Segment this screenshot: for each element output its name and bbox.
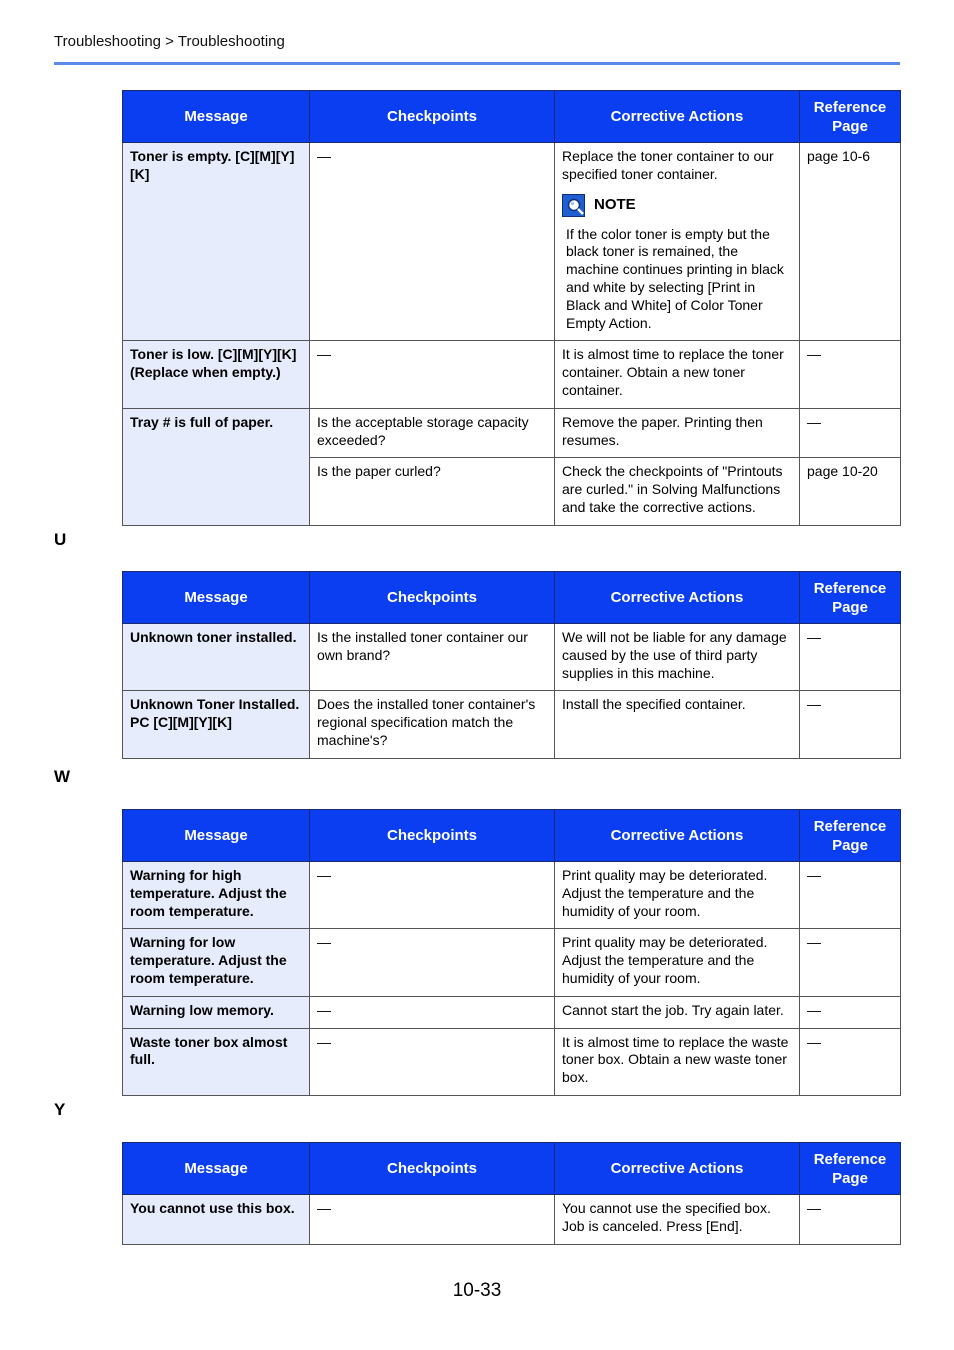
reference-cell: — bbox=[800, 929, 901, 996]
col-reference-page: Reference Page bbox=[800, 1143, 901, 1195]
message-cell: You cannot use this box. bbox=[123, 1195, 310, 1245]
section-letter-w: W bbox=[54, 767, 71, 786]
header-rule bbox=[54, 62, 900, 65]
reference-cell: page 10-20 bbox=[800, 458, 901, 525]
note-magnifier-icon bbox=[562, 194, 585, 217]
reference-cell: — bbox=[800, 624, 901, 691]
section-letter-u: U bbox=[54, 530, 67, 549]
col-checkpoints: Checkpoints bbox=[310, 91, 555, 143]
col-corrective-actions: Corrective Actions bbox=[555, 810, 800, 862]
action-text: Replace the toner container to our specified toner container. bbox=[562, 148, 774, 182]
table-row bbox=[123, 408, 901, 458]
checkpoint-cell: Does the installed toner container's regional specification match the machine's? bbox=[310, 691, 555, 758]
checkpoint-cell: — bbox=[310, 1195, 555, 1245]
action-cell: Remove the paper. Printing then resumes. bbox=[555, 408, 800, 458]
checkpoint-cell: — bbox=[310, 341, 555, 408]
table-row bbox=[123, 341, 901, 408]
col-message: Message bbox=[123, 810, 310, 862]
table-row bbox=[123, 143, 901, 341]
action-cell: Print quality may be deteriorated. Adjust the temperature and the humidity of your room. bbox=[555, 929, 800, 996]
note-heading bbox=[562, 194, 792, 217]
col-message: Message bbox=[123, 572, 310, 624]
message-cell: Warning for high temperature. Adjust the room temperature. bbox=[123, 862, 310, 929]
table-header-row bbox=[123, 810, 901, 862]
checkpoint-cell: Is the acceptable storage capacity exceeded? bbox=[310, 408, 555, 458]
message-cell: Tray # is full of paper. bbox=[123, 408, 310, 525]
action-cell bbox=[555, 143, 800, 341]
reference-cell: page 10-6 bbox=[800, 143, 901, 341]
reference-cell: — bbox=[800, 408, 901, 458]
table-header-row bbox=[123, 572, 901, 624]
action-cell: Install the specified container. bbox=[555, 691, 800, 758]
message-cell: Warning for low temperature. Adjust the room temperature. bbox=[123, 929, 310, 996]
col-reference-page: Reference Page bbox=[800, 91, 901, 143]
note-text: If the color toner is empty but the black toner is remained, the machine continues printing in black and white by selecting [Print in Black and White] of Color Toner Empty Action. bbox=[566, 225, 784, 331]
reference-cell: — bbox=[800, 996, 901, 1028]
col-reference-page: Reference Page bbox=[800, 810, 901, 862]
table-u bbox=[122, 571, 901, 759]
reference-cell: — bbox=[800, 691, 901, 758]
col-corrective-actions: Corrective Actions bbox=[555, 1143, 800, 1195]
action-cell: We will not be liable for any damage caused by the use of third party supplies in this machine. bbox=[555, 624, 800, 691]
table-row bbox=[123, 862, 901, 929]
action-cell: It is almost time to replace the waste toner box. Obtain a new waste toner box. bbox=[555, 1028, 800, 1095]
table-t bbox=[122, 90, 901, 526]
col-corrective-actions: Corrective Actions bbox=[555, 91, 800, 143]
table-row bbox=[123, 929, 901, 996]
action-cell: You cannot use the specified box. Job is canceled. Press [End]. bbox=[555, 1195, 800, 1245]
table-header-row bbox=[123, 91, 901, 143]
reference-cell: — bbox=[800, 1028, 901, 1095]
col-checkpoints: Checkpoints bbox=[310, 1143, 555, 1195]
page-number: 10-33 bbox=[452, 1280, 502, 1301]
message-cell: Toner is empty. [C][M][Y][K] bbox=[123, 143, 310, 341]
checkpoint-cell: — bbox=[310, 862, 555, 929]
table-row bbox=[123, 624, 901, 691]
table-w bbox=[122, 809, 901, 1096]
reference-cell: — bbox=[800, 341, 901, 408]
message-cell: Unknown Toner Installed. PC [C][M][Y][K] bbox=[123, 691, 310, 758]
checkpoint-cell: Is the installed toner container our own brand? bbox=[310, 624, 555, 691]
col-checkpoints: Checkpoints bbox=[310, 810, 555, 862]
message-cell: Waste toner box almost full. bbox=[123, 1028, 310, 1095]
action-cell: Check the checkpoints of "Printouts are curled." in Solving Malfunctions and take the corrective actions. bbox=[555, 458, 800, 525]
reference-cell: — bbox=[800, 1195, 901, 1245]
reference-cell: — bbox=[800, 862, 901, 929]
checkpoint-cell: — bbox=[310, 1028, 555, 1095]
message-cell: Warning low memory. bbox=[123, 996, 310, 1028]
col-message: Message bbox=[123, 91, 310, 143]
checkpoint-cell: — bbox=[310, 929, 555, 996]
table-row bbox=[123, 1028, 901, 1095]
action-cell: It is almost time to replace the toner container. Obtain a new toner container. bbox=[555, 341, 800, 408]
message-cell: Toner is low. [C][M][Y][K](Replace when empty.) bbox=[123, 341, 310, 408]
table-row bbox=[123, 996, 901, 1028]
section-letter-y: Y bbox=[54, 1100, 66, 1119]
table-row bbox=[123, 1195, 901, 1245]
col-message: Message bbox=[123, 1143, 310, 1195]
checkpoint-cell: Is the paper curled? bbox=[310, 458, 555, 525]
checkpoint-cell: — bbox=[310, 996, 555, 1028]
note-label: NOTE bbox=[594, 196, 636, 214]
table-header-row bbox=[123, 1143, 901, 1195]
table-y bbox=[122, 1142, 901, 1245]
action-cell: Print quality may be deteriorated. Adjust the temperature and the humidity of your room. bbox=[555, 862, 800, 929]
table-row bbox=[123, 691, 901, 758]
breadcrumb: Troubleshooting > Troubleshooting bbox=[54, 33, 285, 50]
col-corrective-actions: Corrective Actions bbox=[555, 572, 800, 624]
message-cell: Unknown toner installed. bbox=[123, 624, 310, 691]
col-reference-page: Reference Page bbox=[800, 572, 901, 624]
action-cell: Cannot start the job. Try again later. bbox=[555, 996, 800, 1028]
col-checkpoints: Checkpoints bbox=[310, 572, 555, 624]
checkpoint-cell: — bbox=[310, 143, 555, 341]
